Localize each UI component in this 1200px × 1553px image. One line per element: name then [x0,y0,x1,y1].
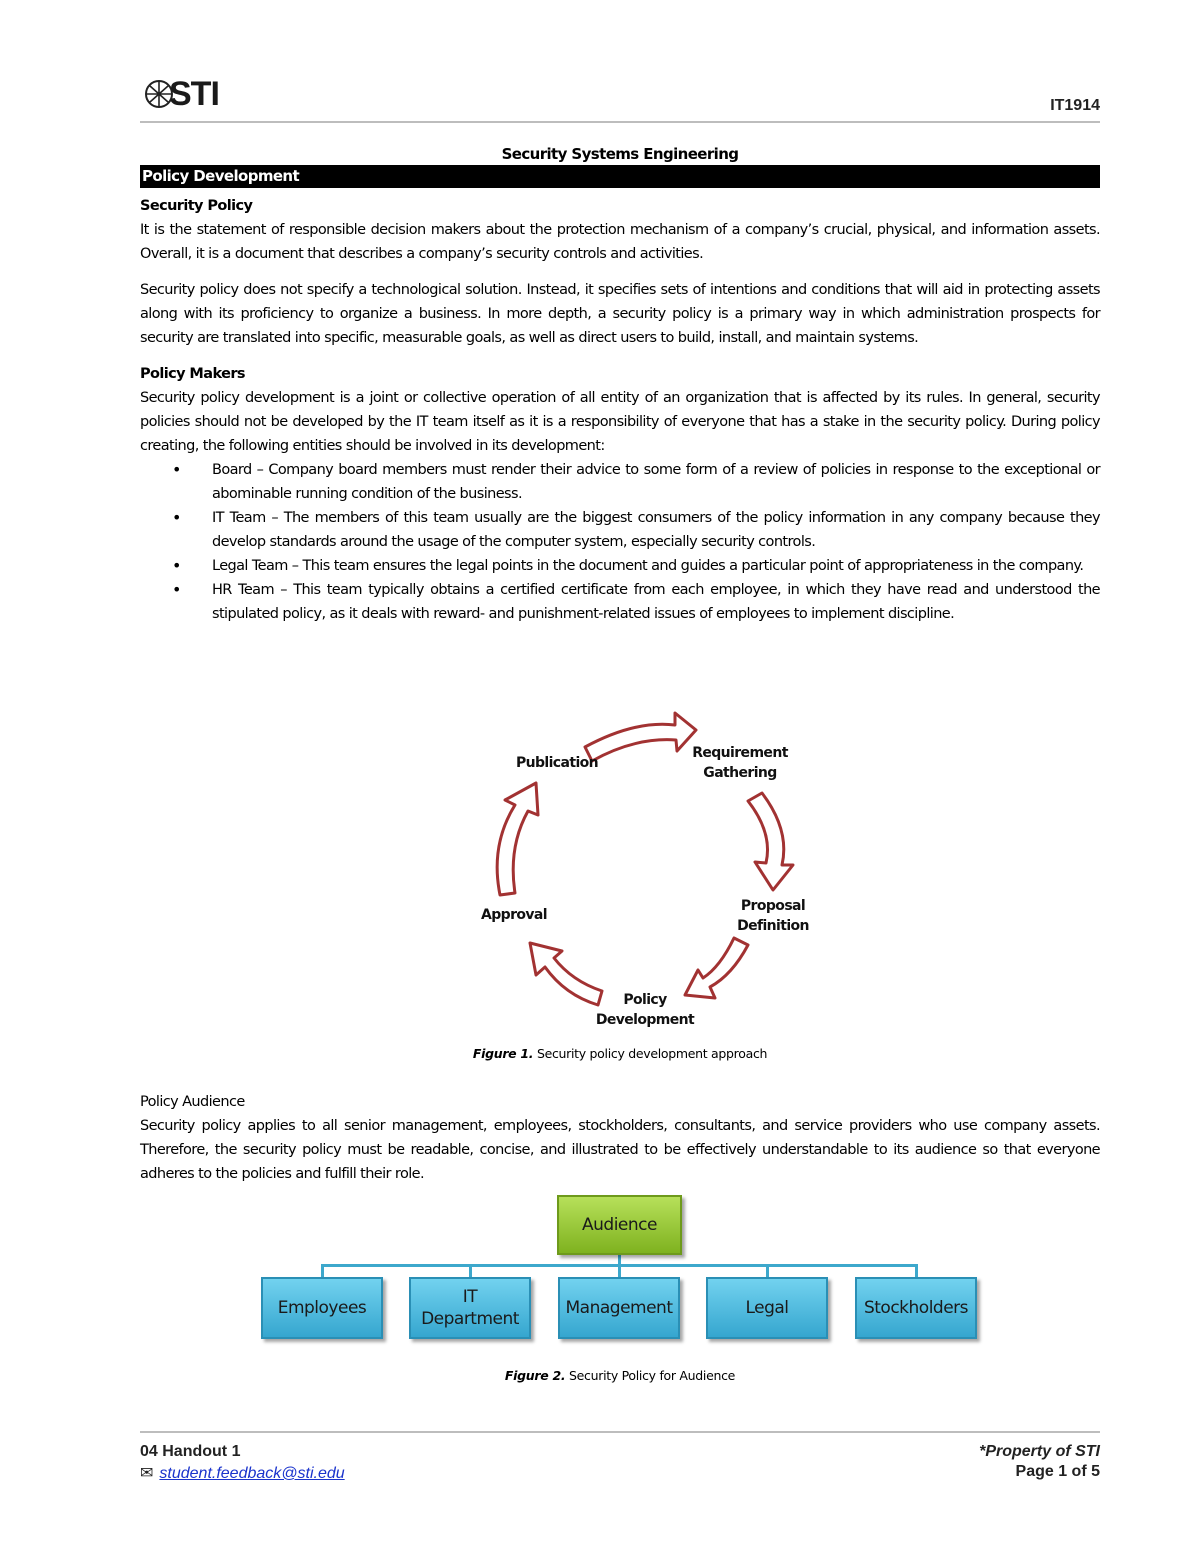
page-number: Page 1 of 5 [1015,1463,1100,1480]
node-management: Management [558,1277,680,1339]
property-note: *Property of STI [979,1443,1100,1460]
paragraph-1: It is the statement of responsible decision makers about the protection mechanism of a company’s crucial, physical, and information assets. Overall, it is a document that describes a company’s security controls and activities. [140,222,1100,262]
connector-legal [766,1264,769,1278]
figure-1-label: Figure 1. [472,1046,534,1061]
arrow-proposal-to-development [685,938,748,998]
connector-employees [321,1264,324,1278]
cycle-diagram [470,705,830,1045]
label-requirement-gathering: Requirement Gathering [692,745,788,781]
document-title: Security Systems Engineering [501,145,739,163]
node-audience: Audience [557,1195,682,1255]
policy-makers-list [170,458,1100,626]
header-rule [140,121,1100,123]
label-publication: Publication [515,755,599,771]
node-legal: Legal [706,1277,828,1339]
logo-text: STI [169,75,219,113]
footer-rule [140,1431,1100,1433]
handout-label: 04 Handout 1 [140,1443,241,1460]
list-item-it-team: • IT Team – The members of this team usually are the biggest consumers of the policy information in any company because they develop standards around the usage of the computer system, especially security controls. [170,506,1100,554]
heading-security-policy: Security Policy [140,198,253,214]
figure-2-label: Figure 2. [504,1368,566,1383]
heading-policy-audience: Policy Audience [140,1094,245,1110]
connector-stockholders [915,1264,918,1278]
figure-2-text: Security Policy for Audience [565,1368,736,1383]
feedback-line [140,1463,345,1483]
connector-it-department [469,1264,472,1278]
figure-1-text: Security policy development approach [533,1046,768,1061]
section-bar: Policy Development [140,165,1100,188]
figure-1-caption [140,1046,1100,1061]
main-content [140,143,1100,626]
feedback-email-link[interactable]: student.feedback@sti.edu [159,1465,345,1482]
paragraph-2: Security policy does not specify a technological solution. Instead, it specifies sets of intentions and conditions that will aid in protecting assets along with its proficiency to organize a business. In more depth, a security policy is a primary way in which administration prospects for security are translated into specific, measurable goals, as well as direct users to build, install, and maintain systems. [140,282,1100,346]
list-item-board: • Board – Company board members must render their advice to some form of a review of policies in response to the exceptional or abominable running condition of the business. [170,458,1100,506]
node-employees: Employees [261,1277,383,1339]
mail-icon: ✉ [140,1465,154,1482]
label-approval: Approval [481,907,547,923]
arrow-approval-to-publication [497,783,538,895]
node-it-department: IT Department [409,1277,531,1339]
label-policy-development: Policy Development [595,992,695,1028]
list-item-legal-team: • Legal Team – This team ensures the legal points in the document and guides a particular point of appropriateness in the company. [170,554,1100,578]
label-proposal-definition: Proposal Definition [737,898,809,934]
arrow-requirement-to-proposal [748,793,793,890]
connector-management [618,1264,621,1278]
node-stockholders: Stockholders [855,1277,977,1339]
paragraph-policy-makers: Security policy development is a joint or collective operation of all entity of an organization that is affected by its rules. In general, security policies should not be developed by the IT team itself as it is a responsibility of everyone that has a stake in the security policy. During policy creating, the following entities should be involved in its development: [140,390,1100,454]
heading-policy-makers: Policy Makers [140,366,245,382]
sti-logo [143,74,229,114]
figure-2-caption [140,1368,1100,1383]
list-item-hr-team: • HR Team – This team typically obtains a certified certificate from each employee, in which they have read and understood the stipulated policy, as it deals with reward- and punishment-related issues of employees to implement discipline. [170,578,1100,626]
paragraph-policy-audience: Security policy applies to all senior management, employees, stockholders, consultants, and service providers who use company assets. Therefore, the security policy must be readable, concise, and illustrated to be effectively understandable to its audience so that everyone adheres to the policies and fulfill their role. [140,1118,1100,1182]
course-code: IT1914 [1050,97,1100,114]
audience-chart [260,1195,980,1345]
audience-section [140,1090,1100,1186]
